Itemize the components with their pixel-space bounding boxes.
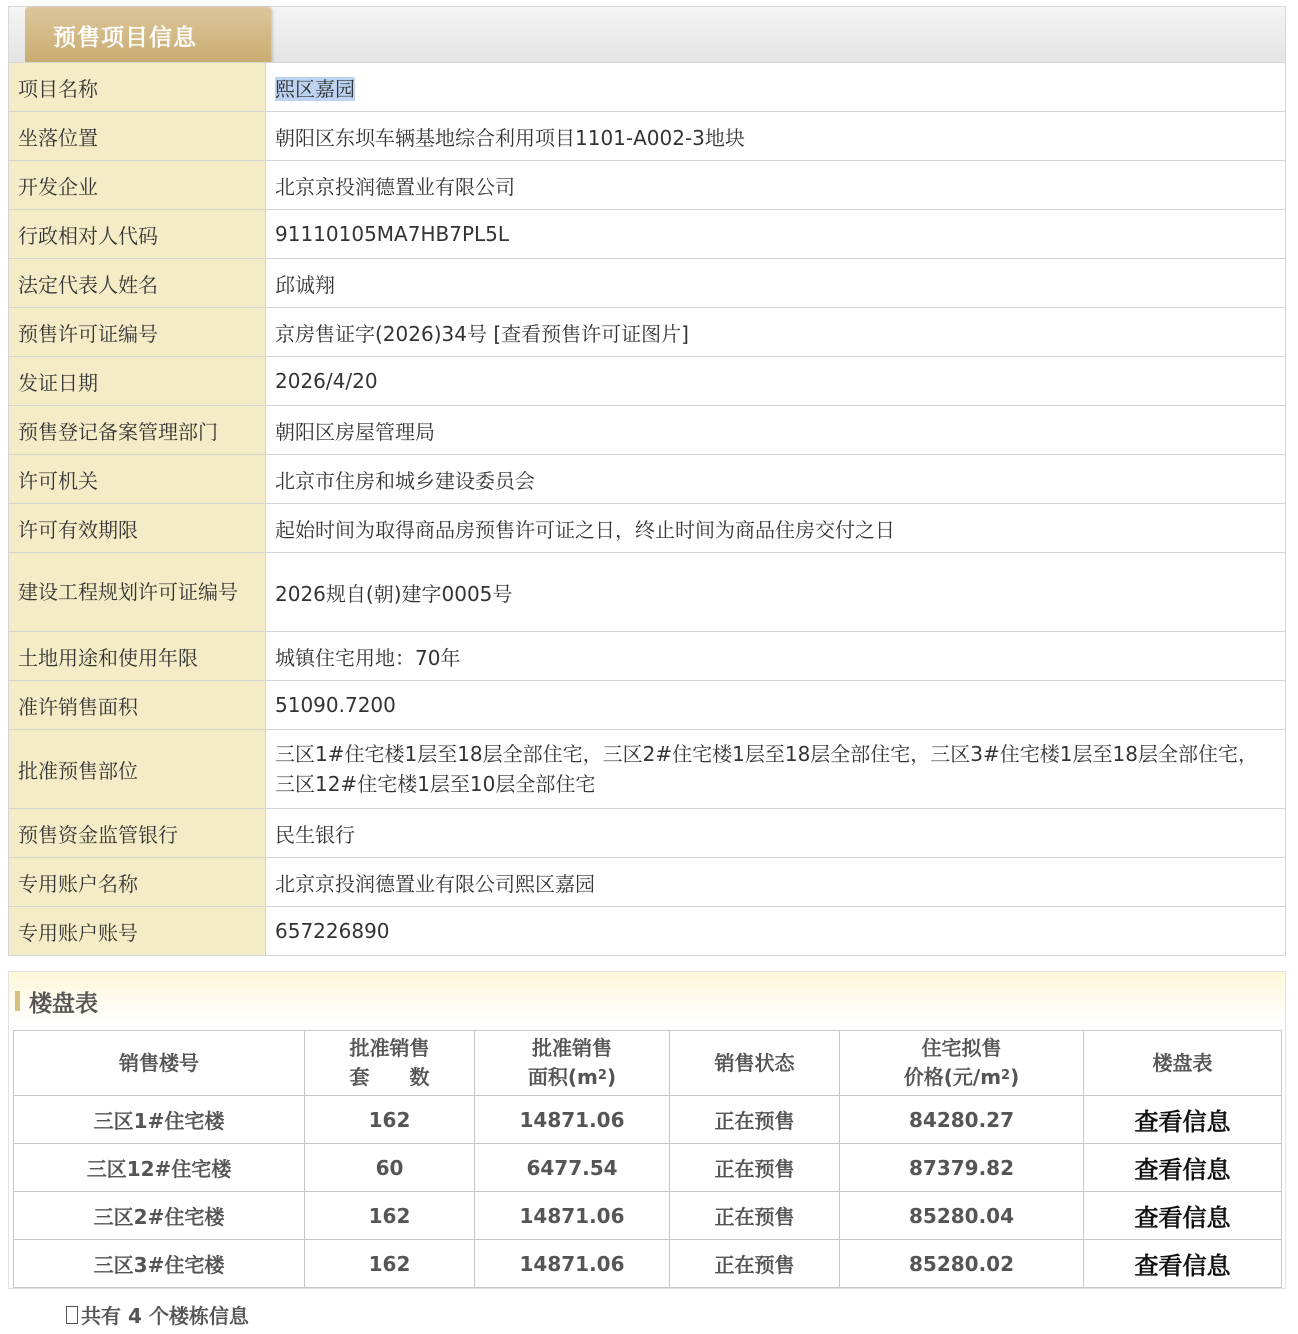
info-value: 2026/4/20 xyxy=(266,357,1286,406)
info-row xyxy=(9,455,1286,504)
info-label: 项目名称 xyxy=(9,63,266,112)
building-no: 三区12#住宅楼 xyxy=(14,1144,305,1192)
info-value: 朝阳区房屋管理局 xyxy=(266,406,1286,455)
col-table: 楼盘表 xyxy=(1084,1031,1282,1096)
section-tab xyxy=(25,7,271,63)
view-info-link[interactable]: 查看信息 xyxy=(1084,1192,1282,1240)
checkbox-glyph-icon xyxy=(66,1306,78,1324)
price: 84280.27 xyxy=(840,1096,1084,1144)
info-row xyxy=(9,681,1286,730)
col-units: 批准销售 套 数 xyxy=(305,1031,475,1096)
price: 87379.82 xyxy=(840,1144,1084,1192)
info-value: 城镇住宅用地：70年 xyxy=(266,632,1286,681)
info-label: 专用账户名称 xyxy=(9,858,266,907)
status: 正在预售 xyxy=(670,1240,840,1288)
permit-number: 京房售证字(2026)34号 xyxy=(275,321,487,346)
building-table xyxy=(13,1030,1282,1288)
building-table-header xyxy=(14,1031,1282,1096)
price: 85280.02 xyxy=(840,1240,1084,1288)
info-row xyxy=(9,553,1286,632)
info-label: 土地用途和使用年限 xyxy=(9,632,266,681)
info-value: 51090.7200 xyxy=(266,681,1286,730)
info-row xyxy=(9,858,1286,907)
info-row xyxy=(9,161,1286,210)
info-label: 许可机关 xyxy=(9,455,266,504)
info-label: 法定代表人姓名 xyxy=(9,259,266,308)
building-count-note xyxy=(66,1300,249,1329)
info-row xyxy=(9,259,1286,308)
view-info-link[interactable]: 查看信息 xyxy=(1084,1240,1282,1288)
building-title-text: 楼盘表 xyxy=(29,990,98,1017)
info-row xyxy=(9,730,1286,809)
section-tab-title: 预售项目信息 xyxy=(53,25,197,51)
status: 正在预售 xyxy=(670,1144,840,1192)
col-price: 住宅拟售 价格(元$/m^2$) xyxy=(840,1031,1084,1096)
building-no: 三区2#住宅楼 xyxy=(14,1192,305,1240)
info-label: 开发企业 xyxy=(9,161,266,210)
section-header xyxy=(8,6,1286,62)
table-row xyxy=(14,1192,1282,1240)
area: 14871.06 xyxy=(475,1192,670,1240)
units: 60 xyxy=(305,1144,475,1192)
info-value: 朝阳区东坝车辆基地综合利用项目1101-A002-3地块 xyxy=(266,112,1286,161)
status: 正在预售 xyxy=(670,1096,840,1144)
area: 14871.06 xyxy=(475,1240,670,1288)
info-label: 建设工程规划许可证编号 xyxy=(9,553,266,632)
info-label: 专用账户账号 xyxy=(9,907,266,956)
project-info-table xyxy=(8,62,1286,956)
info-value: 657226890 xyxy=(266,907,1286,956)
view-permit-image-link[interactable]: [查看预售许可证图片] xyxy=(493,321,689,346)
info-row xyxy=(9,907,1286,956)
info-row xyxy=(9,112,1286,161)
area: 14871.06 xyxy=(475,1096,670,1144)
table-row xyxy=(14,1144,1282,1192)
info-value: 邱诚翔 xyxy=(266,259,1286,308)
info-row xyxy=(9,308,1286,357)
info-row xyxy=(9,504,1286,553)
info-value xyxy=(266,308,1286,357)
info-row xyxy=(9,632,1286,681)
price: 85280.04 xyxy=(840,1192,1084,1240)
info-row xyxy=(9,357,1286,406)
units: 162 xyxy=(305,1096,475,1144)
info-value: 北京市住房和城乡建设委员会 xyxy=(266,455,1286,504)
area: 6477.54 xyxy=(475,1144,670,1192)
table-row xyxy=(14,1096,1282,1144)
project-name-value[interactable]: 熙区嘉园 xyxy=(275,76,355,101)
info-value: 民生银行 xyxy=(266,809,1286,858)
view-info-link[interactable]: 查看信息 xyxy=(1084,1096,1282,1144)
info-value: 三区1#住宅楼1层至18层全部住宅，三区2#住宅楼1层至18层全部住宅，三区3#住宅楼1层至18层全部住宅，三区12#住宅楼1层至10层全部住宅 xyxy=(266,730,1286,809)
info-row xyxy=(9,210,1286,259)
table-row xyxy=(14,1240,1282,1288)
info-row xyxy=(9,406,1286,455)
units: 162 xyxy=(305,1240,475,1288)
status: 正在预售 xyxy=(670,1192,840,1240)
view-info-link[interactable]: 查看信息 xyxy=(1084,1144,1282,1192)
info-label: 预售登记备案管理部门 xyxy=(9,406,266,455)
info-label: 行政相对人代码 xyxy=(9,210,266,259)
units: 162 xyxy=(305,1192,475,1240)
info-value xyxy=(266,63,1286,112)
info-row xyxy=(9,809,1286,858)
info-row xyxy=(9,63,1286,112)
info-value: 起始时间为取得商品房预售许可证之日，终止时间为商品住房交付之日 xyxy=(266,504,1286,553)
info-label: 发证日期 xyxy=(9,357,266,406)
info-label: 预售许可证编号 xyxy=(9,308,266,357)
info-label: 准许销售面积 xyxy=(9,681,266,730)
building-section-title xyxy=(15,988,98,1017)
col-building-no: 销售楼号 xyxy=(14,1031,305,1096)
info-label: 批准预售部位 xyxy=(9,730,266,809)
building-no: 三区1#住宅楼 xyxy=(14,1096,305,1144)
col-area: 批准销售 面积$(m^2)$ xyxy=(475,1031,670,1096)
building-no: 三区3#住宅楼 xyxy=(14,1240,305,1288)
info-label: 许可有效期限 xyxy=(9,504,266,553)
info-label: 坐落位置 xyxy=(9,112,266,161)
info-value: 北京京投润德置业有限公司 xyxy=(266,161,1286,210)
info-value: 北京京投润德置业有限公司熙区嘉园 xyxy=(266,858,1286,907)
info-value: 91110105MA7HB7PL5L xyxy=(266,210,1286,259)
building-section xyxy=(8,971,1286,1289)
info-label: 预售资金监管银行 xyxy=(9,809,266,858)
building-count-text: 共有 4 个楼栋信息 xyxy=(81,1304,249,1328)
title-accent-bar xyxy=(15,991,20,1011)
col-status: 销售状态 xyxy=(670,1031,840,1096)
info-value: 2026规自(朝)建字0005号 xyxy=(266,553,1286,632)
